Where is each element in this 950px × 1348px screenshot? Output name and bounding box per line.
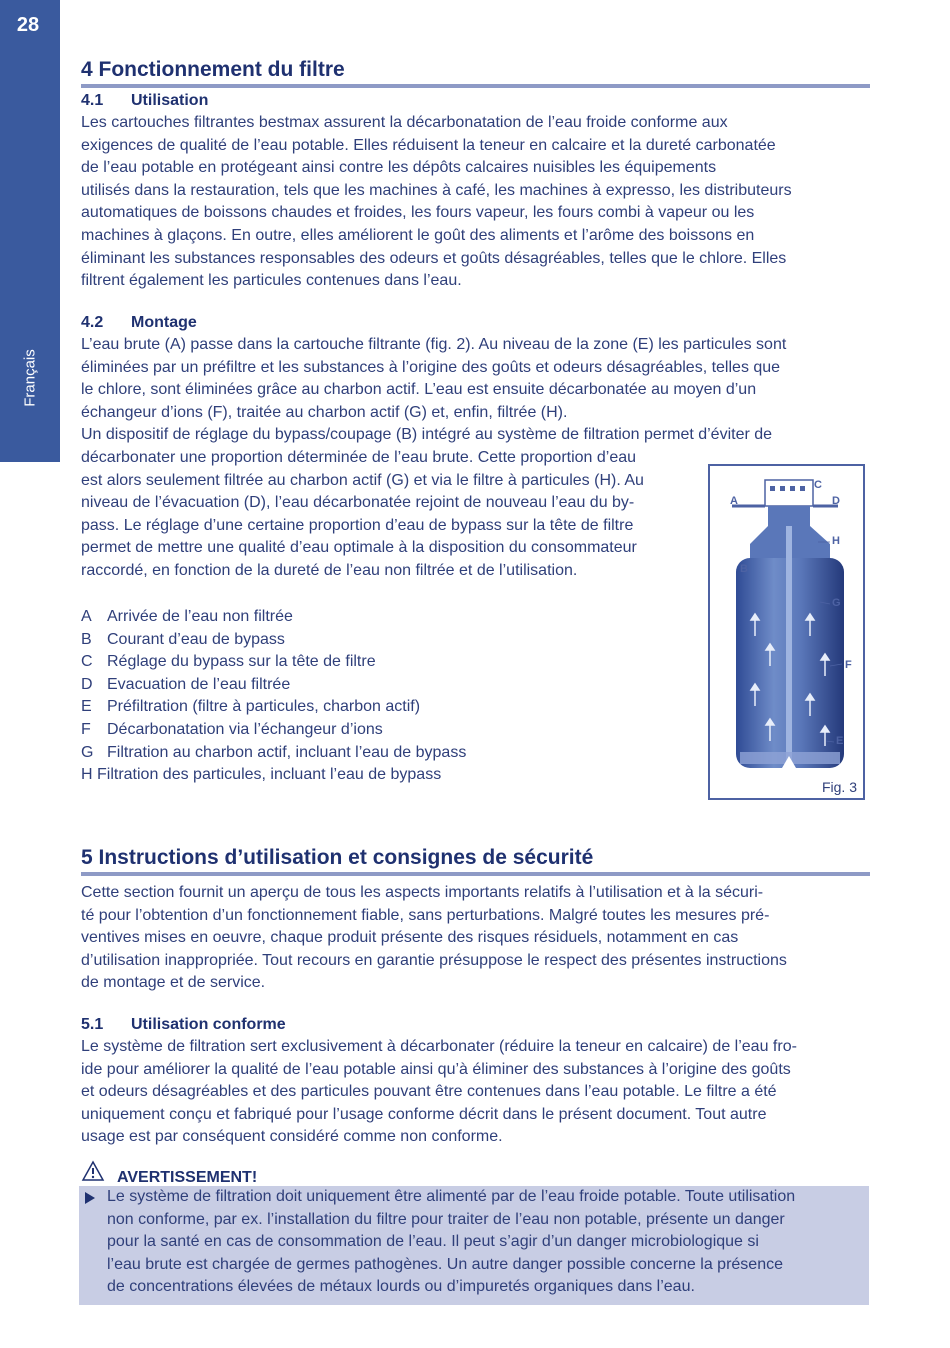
legend-text: Réglage du bypass sur la tête de filtre xyxy=(107,653,376,671)
warning-box xyxy=(79,1186,869,1305)
figure-label-h: H xyxy=(832,535,840,547)
legend-key: F xyxy=(81,720,91,738)
text-line: automatiques de boissons chaudes et froides, les fours vapeur, les fours combi à vapeur ou les xyxy=(81,204,755,222)
text-line: filtrent également les particules contenues dans l’eau. xyxy=(81,272,462,290)
subsection-number: 4.1 xyxy=(81,92,104,109)
legend-key: B xyxy=(81,630,92,648)
page-number: 28 xyxy=(16,14,40,36)
subsection-title: Utilisation conforme xyxy=(131,1016,286,1033)
subsection-title: Utilisation xyxy=(131,92,209,109)
figure-caption: Fig. 3 xyxy=(821,779,857,795)
figure-label-a: A xyxy=(730,495,738,507)
legend-key: E xyxy=(81,698,92,716)
figure-label-f: F xyxy=(845,659,852,671)
paragraph-4-2 xyxy=(81,334,786,583)
section-5-title: 5 Instructions d’utilisation et consignes de sécurité xyxy=(81,845,870,876)
warning-text xyxy=(107,1186,795,1299)
text-line: té pour l’obtention d’un fonctionnement fiable, sans perturbations. Malgré toutes les mesures pré- xyxy=(81,906,770,924)
text-line: l’eau brute est chargée de germes pathogènes. Un autre danger possible concerne la présence xyxy=(107,1255,783,1273)
text-line: de montage et de service. xyxy=(81,974,266,992)
bullet-arrow-icon xyxy=(85,1192,95,1204)
warning-title: AVERTISSEMENT! xyxy=(117,1169,258,1186)
text-line: ide pour améliorer la qualité de l’eau potable ainsi qu’à éliminer des substances à l’origine des goûts xyxy=(81,1060,791,1078)
text-line: et odeurs désagréables et des particules pouvant être contenues dans l’eau potable. Le filtre a été xyxy=(81,1083,777,1101)
text-line: uniquement conçu et fabriqué pour l’usage conforme décrit dans le présent document. Tout autre xyxy=(81,1105,767,1123)
text-line: ventives mises en oeuvre, chaque produit présente des risques résiduels, notamment en cas xyxy=(81,929,739,947)
text-line: est alors seulement filtrée au charbon actif (G) et via le filtre à particules (H). Au xyxy=(81,471,644,489)
legend-text: Décarbonatation via l’échangeur d’ions xyxy=(107,720,383,738)
paragraph-5-intro xyxy=(81,882,787,995)
subsection-5-1-heading xyxy=(81,1014,286,1036)
subsection-number: 4.2 xyxy=(81,314,104,331)
legend-item xyxy=(81,696,466,719)
text-line: niveau de l’évacuation (D), l’eau décarbonatée rejoint de nouveau l’eau du by- xyxy=(81,494,635,512)
filter-cartridge-figure xyxy=(708,464,865,800)
text-line: Un dispositif de réglage du bypass/coupage (B) intégré au système de filtration permet d’éviter de xyxy=(81,426,773,444)
legend-text: Courant d’eau de bypass xyxy=(107,630,285,648)
figure-label-g: G xyxy=(832,597,841,609)
subsection-4-1-heading xyxy=(81,90,208,112)
text-line: échangeur d’ions (F), traitée au charbon actif (G) et, enfin, filtrée (H). xyxy=(81,403,568,421)
legend-key: D xyxy=(81,675,93,693)
legend-key: G xyxy=(81,743,94,761)
subsection-number: 5.1 xyxy=(81,1016,104,1033)
text-line: éliminées par un préfiltre et les substances à l’origine des goûts et odeurs désagréables, telles que xyxy=(81,358,781,376)
text-line: machines à glaçons. En outre, elles améliorent le goût des aliments et l’arôme des boissons en xyxy=(81,226,755,244)
legend-item xyxy=(81,719,466,742)
legend-item xyxy=(81,674,466,697)
text-line: exigences de qualité de l’eau potable. Elles réduisent la teneur en calcaire et la dureté carbonatée xyxy=(81,136,776,154)
legend-item xyxy=(81,742,466,765)
text-line: usage est par conséquent considéré comme non conforme. xyxy=(81,1128,503,1146)
figure-label-b: B xyxy=(740,563,748,575)
legend-item xyxy=(81,651,466,674)
subsection-4-2-heading xyxy=(81,312,197,334)
legend-item xyxy=(81,606,466,629)
figure-label-d: D xyxy=(832,495,840,507)
text-line: Le système de filtration sert exclusivement à décarbonater (réduire la teneur en calcaire) de l’eau fro- xyxy=(81,1038,797,1055)
text-line: le chlore, sont éliminées grâce au charbon actif. L’eau est ensuite décarbonatée au moyen d’un xyxy=(81,381,757,399)
figure-label-e: E xyxy=(836,735,844,747)
text-line: utilisés dans la restauration, tels que les machines à café, les machines à expresso, les distributeurs xyxy=(81,181,792,199)
text-line: non conforme, par ex. l’installation du filtre pour traiter de l’eau non potable, présente un danger xyxy=(107,1210,785,1228)
text-line: Cette section fournit un aperçu de tous les aspects importants relatifs à l’utilisation et à la sécuri- xyxy=(81,884,764,901)
text-line: de l’eau potable en protégeant ainsi contre les dépôts calcaires nuisibles les équipements xyxy=(81,159,717,177)
legend-key: A xyxy=(81,608,92,625)
text-line: pass. Le réglage d’une certaine proportion d’eau de bypass sur la tête de filtre xyxy=(81,516,634,534)
legend-text: Evacuation de l’eau filtrée xyxy=(107,675,291,693)
legend-text: Arrivée de l’eau non filtrée xyxy=(107,608,293,625)
text-line: de concentrations élevées de métaux lourds ou d’impuretés organiques dans l’eau. xyxy=(107,1278,695,1296)
filter-cartridge-diagram xyxy=(710,466,863,798)
subsection-title: Montage xyxy=(131,314,197,331)
text-line: éliminant les substances responsables des odeurs et goûts désagréables, telles que le chlore. Elles xyxy=(81,249,787,267)
text-line: permet de mettre une qualité d’eau optimale à la disposition du consommateur xyxy=(81,539,637,557)
legend-item: H Filtration des particules, incluant l’eau de bypass xyxy=(81,766,442,784)
filter-head-shape xyxy=(765,480,813,506)
paragraph-4-1 xyxy=(81,112,792,293)
legend-item xyxy=(81,629,466,652)
text-line: L’eau brute (A) passe dans la cartouche filtrante (fig. 2). Au niveau de la zone (E) les particules sont xyxy=(81,336,787,353)
language-label: Français xyxy=(21,349,39,407)
paragraph-5-1 xyxy=(81,1036,797,1149)
legend-text: Filtration au charbon actif, incluant l’eau de bypass xyxy=(107,743,467,761)
text-line: Le système de filtration doit uniquement être alimenté par de l’eau froide potable. Toute utilisation xyxy=(107,1188,796,1205)
text-line: décarbonater une proportion déterminée de l’eau brute. Cette proportion d’eau xyxy=(81,448,637,466)
figure-legend xyxy=(81,606,466,787)
legend-key: C xyxy=(81,653,93,671)
section-4-title: 4 Fonctionnement du filtre xyxy=(81,57,870,88)
page-sidebar xyxy=(0,0,60,462)
text-line: raccordé, en fonction de la dureté de l’eau non filtrée et de l’utilisation. xyxy=(81,561,578,579)
text-line: pour la santé en cas de consommation de l’eau. Il peut s’agir d’un danger microbiologique si xyxy=(107,1233,759,1251)
figure-label-c: C xyxy=(814,479,822,491)
text-line: Les cartouches filtrantes bestmax assurent la décarbonatation de l’eau froide conforme aux xyxy=(81,114,728,131)
text-line: d’utilisation inappropriée. Tout recours en garantie présuppose le respect des présentes instructions xyxy=(81,951,787,969)
legend-text: Préfiltration (filtre à particules, charbon actif) xyxy=(107,698,421,716)
